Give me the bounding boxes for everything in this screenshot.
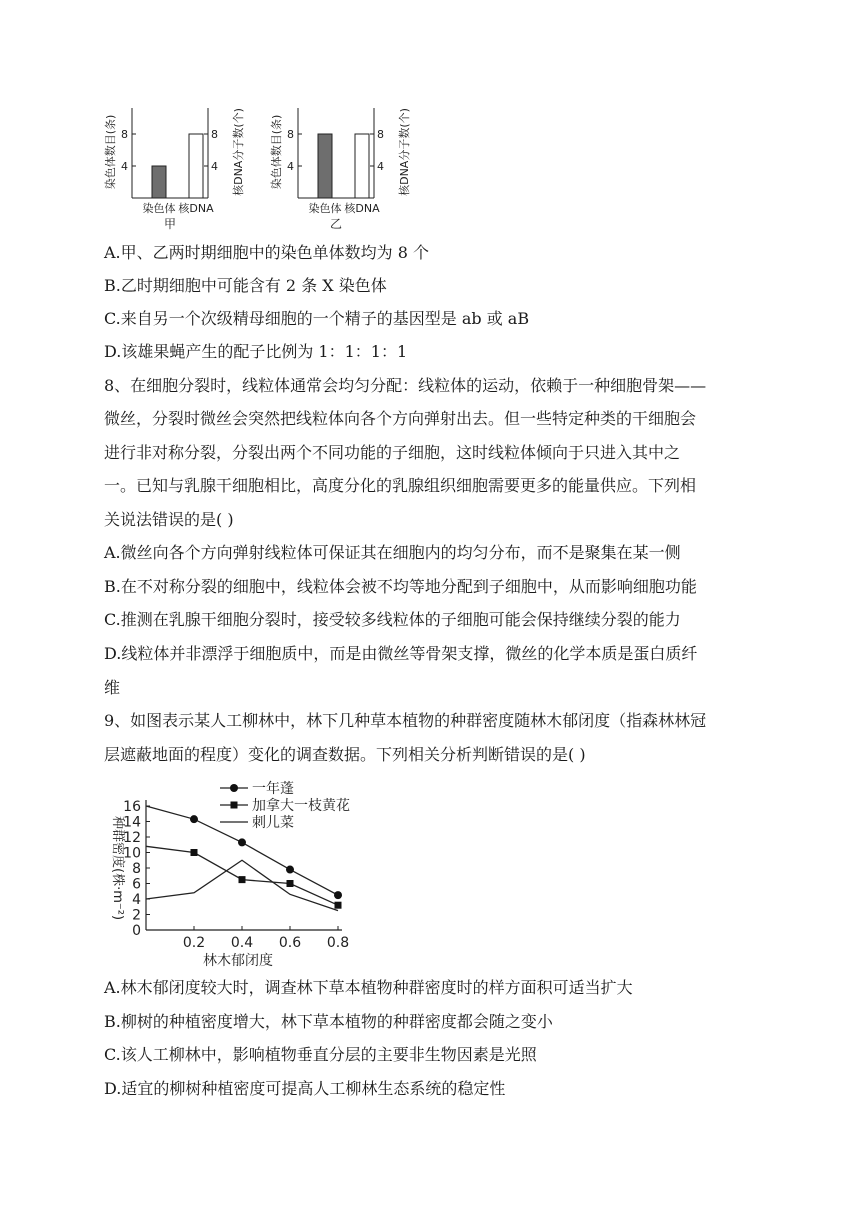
q9-option-b: B.柳树的种植密度增大，林下草本植物的种群密度都会随之变小 [104, 1012, 553, 1031]
data-point [239, 876, 246, 883]
q8-stem-line: 进行非对称分裂，分裂出两个不同功能的子细胞，这时线粒体倾向于只进入其中之 [104, 443, 681, 462]
q7-option-d: D.该雄果蝇产生的配子比例为 1：1：1：1 [104, 342, 408, 361]
bar [189, 134, 203, 198]
y-right-label: 核DNA分子数(个) [232, 108, 245, 196]
q9-option-d: D.适宜的柳树种植密度可提高人工柳林生态系统的稳定性 [104, 1079, 506, 1098]
panel-yi [269, 108, 411, 231]
q8-option-d-continued: 维 [104, 678, 121, 697]
y-left-label: 染色体数目(条) [104, 114, 117, 190]
tick-label-left: 8 [287, 128, 294, 141]
q9-option-a: A.林木郁闭度较大时，调查林下草本植物种群密度时的样方面积可适当扩大 [104, 978, 633, 997]
series-line [146, 860, 338, 910]
x-tick-label: 0.6 [278, 935, 302, 951]
legend-label: 加拿大一枝黄花 [252, 798, 350, 814]
panel-label: 乙 [329, 217, 343, 231]
x-tick-label: 0.2 [182, 935, 206, 951]
bar [152, 166, 166, 198]
tick-label-right: 4 [377, 160, 384, 173]
q9-stem-line: 层遮蔽地面的程度）变化的调查数据。下列相关分析判断错误的是( ) [104, 745, 586, 764]
legend-marker [231, 802, 238, 809]
category-label: 染色体 [308, 202, 342, 215]
tick-label-right: 8 [377, 128, 384, 141]
q8-option-d: D.线粒体并非漂浮于细胞质中，而是由微丝等骨架支撑，微丝的化学本质是蛋白质纤 [104, 644, 698, 663]
data-point [335, 902, 342, 909]
y-axis-label: 种群密度(株·m⁻²) [110, 815, 125, 921]
q8-stem-line: 8、在细胞分裂时，线粒体通常会均匀分配：线粒体的运动，依赖于一种细胞骨架—— [104, 376, 707, 395]
q8-stem-line: 微丝，分裂时微丝会突然把线粒体向各个方向弹射出去。但一些特定种类的干细胞会 [104, 409, 697, 428]
legend-label: 刺儿菜 [252, 815, 294, 831]
y-tick-label: 14 [123, 814, 141, 831]
category-label: 核DNA [344, 202, 380, 215]
line-chart-density [100, 780, 370, 970]
q7-option-c: C.来自另一个次级精母细胞的一个精子的基因型是 ab 或 aB [104, 309, 530, 328]
panel-label: 甲 [163, 217, 177, 231]
data-point [286, 866, 294, 874]
data-point [287, 880, 294, 887]
q8-stem-line: 一。已知与乳腺干细胞相比，高度分化的乳腺组织细胞需要更多的能量供应。下列相 [104, 476, 697, 495]
tick-label-right: 4 [211, 160, 218, 173]
tick-label-left: 4 [287, 160, 294, 173]
y-tick-label: 4 [132, 892, 141, 908]
y-tick-label: 8 [132, 861, 141, 877]
q9-option-c: C.该人工柳林中，影响植物垂直分层的主要非生物因素是光照 [104, 1045, 537, 1064]
data-point [190, 815, 198, 823]
y-tick-label: 6 [132, 876, 141, 893]
data-point [238, 838, 246, 846]
x-tick-label: 0.4 [230, 935, 254, 951]
series-line [146, 846, 338, 905]
q7-option-a: A.甲、乙两时期细胞中的染色单体数均为 8 个 [104, 243, 429, 262]
legend-marker [230, 784, 238, 792]
panel-jia [103, 108, 245, 231]
q8-option-a: A.微丝向各个方向弹射线粒体可保证其在细胞内的均匀分布，而不是聚集在某一侧 [104, 543, 681, 562]
tick-label-left: 4 [121, 160, 128, 173]
bar [355, 134, 369, 198]
data-point [191, 849, 198, 856]
q8-option-c: C.推测在乳腺干细胞分裂时，接受较多线粒体的子细胞可能会保持继续分裂的能力 [104, 610, 681, 629]
legend-label: 一年蓬 [252, 781, 294, 797]
category-label: 核DNA [178, 202, 214, 215]
category-label: 染色体 [142, 202, 176, 215]
y-tick-label: 12 [123, 830, 141, 846]
y-left-label: 染色体数目(条) [270, 114, 283, 190]
q7-option-b: B.乙时期细胞中可能含有 2 条 X 染色体 [104, 276, 387, 295]
tick-label-right: 8 [211, 128, 218, 141]
x-axis-label: 林木郁闭度 [203, 953, 273, 969]
bar-figure-jia-yi [100, 100, 420, 238]
y-tick-label: 10 [123, 845, 141, 862]
data-point [334, 891, 342, 899]
x-tick-label: 0.8 [326, 935, 350, 951]
y-tick-label: 16 [123, 799, 141, 815]
bar [318, 134, 332, 198]
q9-stem-line: 9、如图表示某人工柳林中，林下几种草本植物的种群密度随林木郁闭度（指森林林冠 [104, 711, 707, 730]
q8-stem-line: 关说法错误的是( ) [104, 510, 234, 529]
y-tick-label: 2 [132, 907, 141, 924]
y-tick-label: 0 [132, 923, 141, 939]
tick-label-left: 8 [121, 128, 128, 141]
q8-option-b: B.在不对称分裂的细胞中，线粒体会被不均等地分配到子细胞中，从而影响细胞功能 [104, 577, 697, 596]
y-right-label: 核DNA分子数(个) [398, 108, 411, 196]
